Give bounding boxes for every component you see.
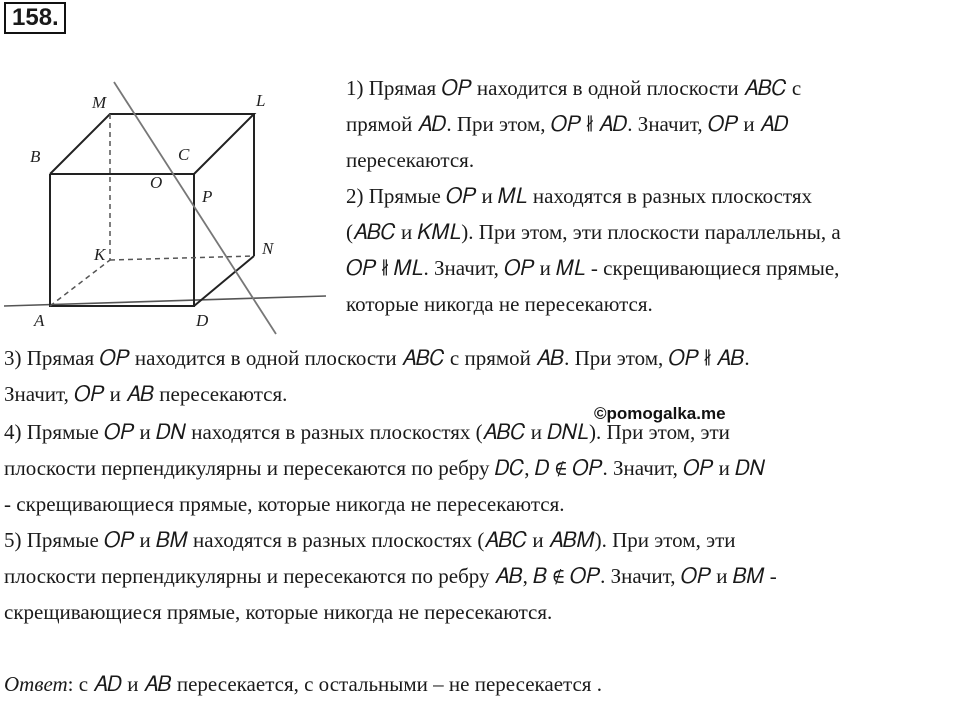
label-C: C — [178, 145, 190, 164]
label-D: D — [196, 311, 209, 330]
solution-line-13: 5) Прямые 𝑂𝑃 и 𝐵𝑀 находятся в разных плоскостях (𝐴𝐵𝐶 и 𝐴𝐵𝑀). При этом, эти — [4, 528, 736, 552]
solution-line-14: плоскости перпендикулярны и пересекаются по ребру 𝐴𝐵, 𝐵 ∉ 𝑂𝑃. Значит, 𝑂𝑃 и 𝐵𝑀 - — [4, 564, 777, 588]
solution-line-1: 1) Прямая 𝑂𝑃 находится в одной плоскости 𝐴𝐵𝐶 с — [346, 76, 802, 100]
label-M: M — [92, 93, 107, 112]
solution-line-15: скрещивающиеся прямые, которые никогда не пересекаются. — [4, 600, 553, 624]
label-K: K — [94, 245, 106, 264]
cube-diagram — [4, 76, 330, 340]
solution-line-4: 2) Прямые 𝑂𝑃 и 𝑀𝐿 находятся в разных плоскостях — [346, 184, 812, 208]
label-L: L — [256, 91, 266, 110]
solution-line-2: прямой 𝐴𝐷. При этом, 𝑂𝑃 ∦ 𝐴𝐷. Значит, 𝑂𝑃 и 𝐴𝐷 — [346, 112, 789, 136]
hidden-edge-KN — [110, 256, 254, 260]
answer-text: : с 𝐴𝐷 и 𝐴𝐵 пересекается, с остальными – не пересекается . — [67, 672, 602, 696]
solution-line-10: 4) Прямые 𝑂𝑃 и 𝐷𝑁 находятся в разных плоскостях (𝐴𝐵𝐶 и 𝐷𝑁𝐿). При этом, эти — [4, 420, 730, 444]
solution-line-11: плоскости перпендикулярны и пересекаются по ребру 𝐷𝐶, 𝐷 ∉ 𝑂𝑃. Значит, 𝑂𝑃 и 𝐷𝑁 — [4, 456, 766, 480]
label-A: A — [34, 311, 45, 330]
label-B: B — [30, 147, 41, 166]
answer-line — [4, 672, 602, 697]
solution-line-8: 3) Прямая 𝑂𝑃 находится в одной плоскости 𝐴𝐵𝐶 с прямой 𝐴𝐵. При этом, 𝑂𝑃 ∦ 𝐴𝐵. — [4, 346, 750, 370]
label-O: O — [150, 173, 163, 192]
label-N: N — [262, 239, 274, 258]
label-P: P — [202, 187, 213, 206]
hidden-edge-AK — [50, 260, 110, 306]
solution-line-3: пересекаются. — [346, 148, 475, 172]
front-face — [50, 174, 194, 306]
watermark: ©pomogalka.me — [594, 404, 726, 423]
solution-line-12: - скрещивающиеся прямые, которые никогда не пересекаются. — [4, 492, 565, 516]
solution-line-9: Значит, 𝑂𝑃 и 𝐴𝐵 пересекаются. — [4, 382, 288, 406]
solution-line-6: 𝑂𝑃 ∦ 𝑀𝐿. Значит, 𝑂𝑃 и 𝑀𝐿 - скрещивающиеся прямые, — [346, 256, 840, 280]
task-number: 158. — [4, 2, 66, 34]
cube-figure — [4, 76, 330, 340]
solution-line-5: (𝐴𝐵𝐶 и 𝐾𝑀𝐿). При этом, эти плоскости параллельны, а — [346, 220, 841, 244]
top-face-edges — [50, 114, 254, 174]
answer-label: Ответ — [4, 672, 68, 696]
solution-line-7: которые никогда не пересекаются. — [346, 292, 653, 316]
